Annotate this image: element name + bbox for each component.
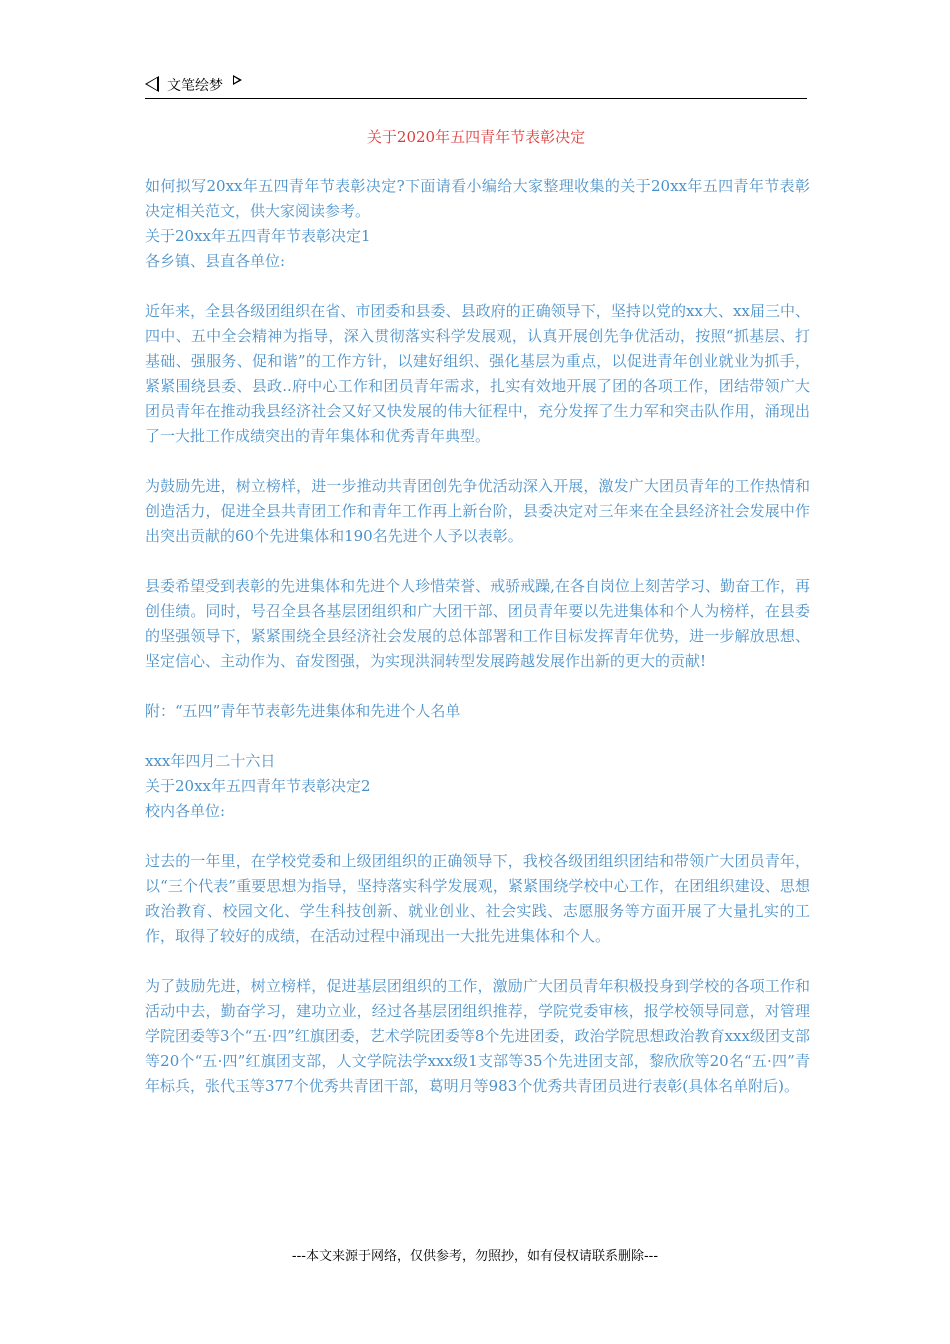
page-footer: ---本文来源于网络，仅供参考，勿照抄，如有侵权请联系删除---: [291, 1249, 659, 1264]
paragraph: 如何拟写20xx年五四青年节表彰决定?下面请看小编给大家整理收集的关于20xx年五四青年节表彰决定相关范文，供大家阅读参考。: [145, 177, 810, 220]
paragraph-gap: [145, 824, 810, 849]
document-title: 关于2020年五四青年节表彰决定: [366, 128, 586, 146]
triangle-right-icon: [233, 75, 242, 85]
paragraph: xxx年四月二十六日: [145, 752, 276, 770]
triangle-left-icon: [145, 76, 159, 92]
paragraph: 为鼓励先进，树立榜样，进一步推动共青团创先争优活动深入开展，激发广大团员青年的工作热情和创造活力，促进全县共青团工作和青年工作再上新台阶，县委决定对三年来在全县经济社会发展中作出突出贡献的60个先进集体和190名先进个人予以表彰。: [145, 477, 810, 545]
paragraph: 附：“五四”青年节表彰先进集体和先进个人名单: [145, 702, 461, 720]
paragraph: 关于20xx年五四青年节表彰决定2: [145, 777, 371, 795]
paragraph: 县委希望受到表彰的先进集体和先进个人珍惜荣誉、戒骄戒躁,在各自岗位上刻苦学习、勤奋工作，再创佳绩。同时，号召全县各基层团组织和广大团干部、团员青年要以先进集体和个人为榜样，在县委的坚强领导下，紧紧围绕全县经济社会发展的总体部署和工作目标发挥青年优势，进一步解放思想、坚定信心、主动作为、奋发图强，为实现洪洞转型发展跨越发展作出新的更大的贡献!: [145, 577, 810, 670]
paragraph: 关于20xx年五四青年节表彰决定1: [145, 227, 371, 245]
page-header: [145, 72, 807, 99]
paragraph-gap: [145, 724, 810, 749]
paragraph: 近年来，全县各级团组织在省、市团委和县委、县政府的正确领导下，坚持以党的xx大、xx届三中、四中、五中全会精神为指导，深入贯彻落实科学发展观，认真开展创先争优活动，按照“抓基层、打基础、强服务、促和谐”的工作方针，以建好组织、强化基层为重点，以促进青年创业就业为抓手，紧紧围绕县委、县政..府中心工作和团员青年需求，扎实有效地开展了团的各项工作，团结带领广大团员青年在推动我县经济社会又好又快发展的伟大征程中，充分发挥了生力军和突击队作用，涌现出了一大批工作成绩突出的青年集体和优秀青年典型。: [145, 302, 810, 445]
paragraph: 各乡镇、县直各单位:: [145, 252, 286, 270]
paragraph-gap: [145, 449, 810, 474]
paragraph-gap: [145, 549, 810, 574]
header-brand: 文笔绘梦: [167, 78, 223, 94]
paragraph-gap: [145, 674, 810, 699]
paragraph: 校内各单位:: [145, 802, 226, 820]
paragraph: 过去的一年里，在学校党委和上级团组织的正确领导下，我校各级团组织团结和带领广大团员青年，以“三个代表”重要思想为指导，坚持落实科学发展观，紧紧围绕学校中心工作，在团组织建设、思想政治教育、校园文化、学生科技创新、就业创业、社会实践、志愿服务等方面开展了大量扎实的工作，取得了较好的成绩，在活动过程中涌现出一大批先进集体和个人。: [145, 852, 810, 945]
paragraph-gap: [145, 274, 810, 299]
document-body: [145, 174, 810, 1099]
paragraph-gap: [145, 949, 810, 974]
paragraph: 为了鼓励先进，树立榜样，促进基层团组织的工作，激励广大团员青年积极投身到学校的各项工作和活动中去，勤奋学习，建功立业，经过各基层团组织推荐，学院党委审核，报学校领导同意，对管理学院团委等3个“五·四”红旗团委，艺术学院团委等8个先进团委，政治学院思想政治教育xxx级团支部等20个“五·四”红旗团支部，人文学院法学xxx级1支部等35个先进团支部，黎欣欣等20名“五·四”青年标兵，张代玉等377个优秀共青团干部，葛明月等983个优秀共青团员进行表彰(具体名单附后)。: [145, 977, 810, 1095]
